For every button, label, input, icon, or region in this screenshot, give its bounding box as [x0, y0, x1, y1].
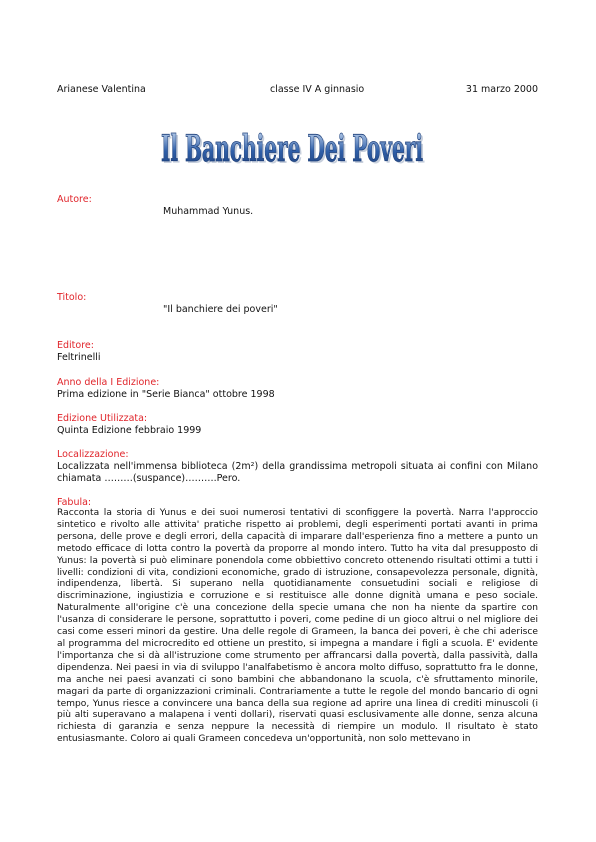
wordart-title-graphic: [150, 120, 450, 176]
edizione-label: Edizione Utilizzata:: [57, 413, 148, 424]
autore-value: Muhammad Yunus.: [163, 206, 254, 217]
anno-value: Prima edizione in "Serie Bianca" ottobre 1998: [57, 389, 275, 400]
editore-label: Editore:: [57, 340, 94, 351]
wordart-title-text: Il Banchiere Dei Poveri: [161, 128, 423, 170]
fabula-paragraph: Racconta la storia di Yunus e dei suoi numerosi tentativi di sconfiggere la povertà. Narra l'approccio sintetico e rivolto alle attivita' pratiche rispetto ai problemi, degli esperimenti portati avanti in prima persona, delle prove e degli errori, della capacità di imparare dall'esperienza fino a mettere a punto un metodo efficace di lotta contro la povertà da proporre al mondo intero. Tutto ha vita dal presupposto di Yunus: la povertà si può eliminare ponendola come obbiettivo concreto ottenendo risultati ottimi a tutti i livelli: condizioni di vita, condizioni economiche, grado di istruzione, consapevolezza personale, dignità, indipendenza, libertà. Si superano nella quotidianamente consuetudini sociali e religiose di discriminazione, ingiustizia e corruzione e si restituisce alle donne dignità umana e peso sociale. Naturalmente all'origine c'è una concezione della specie umana che non ha niente da spartire con l'usanza di considerare le persone, soprattutto i poveri, come pedine di un gioco altrui o nel migliore dei casi come esseri minori da gestire. Una delle regole di Grameen, la banca dei poveri, è che chi aderisce al programma del microcredito ed ottiene un prestito, si impegna a mandare i figli a scuola. E' evidente l'importanza che si dà all'istruzione come strumento per affrancarsi dalla povertà, dalla passività, dalla dipendenza. Nei paesi in via di sviluppo l'analfabetismo è ancora molto diffuso, soprattutto fra le donne, ma anche nei paesi avanzati ci sono bambini che abbandonano la scuola, c'è sfruttamento minorile, magari da parte di organizzazioni criminali. Contrariamente a tutte le regole del mondo bancario di ogni tempo, Yunus riesce a convincere una banca della sua regione ad aprire una linea di crediti minuscoli (i più alti superavano a malapena i venti dollari), riservati quasi esclusivamente alle donne, senza alcuna richiesta di garanzia e senza neppure la necessità di riempire un modulo. Il risultato è stato entusiasmante. Coloro ai quali Grameen concedeva un'opportunità, non solo mettevano in: [57, 508, 538, 745]
document-date: 31 marzo 2000: [465, 84, 538, 95]
student-name: Arianese Valentina: [57, 84, 146, 95]
class-info: classe IV A ginnasio: [270, 84, 365, 95]
anno-label: Anno della I Edizione:: [57, 377, 160, 388]
localizzazione-label: Localizzazione:: [57, 449, 129, 460]
titolo-label: Titolo:: [57, 292, 87, 303]
editore-value: Feltrinelli: [57, 352, 101, 363]
fabula-label: Fabula:: [57, 497, 92, 508]
fabula-text: [57, 508, 538, 746]
wordart-title-shadow: Il Banchiere Dei Poveri: [163, 130, 425, 172]
wordart-title: [150, 120, 450, 176]
titolo-value: "Il banchiere dei poveri": [163, 304, 278, 315]
localizzazione-value: Localizzata nell'immensa biblioteca (2m²) della grandissima metropoli situata ai confini con Milano chiamata ………(suspance)……….Pero.: [57, 461, 538, 484]
autore-label: Autore:: [57, 194, 92, 205]
edizione-value: Quinta Edizione febbraio 1999: [57, 425, 202, 436]
